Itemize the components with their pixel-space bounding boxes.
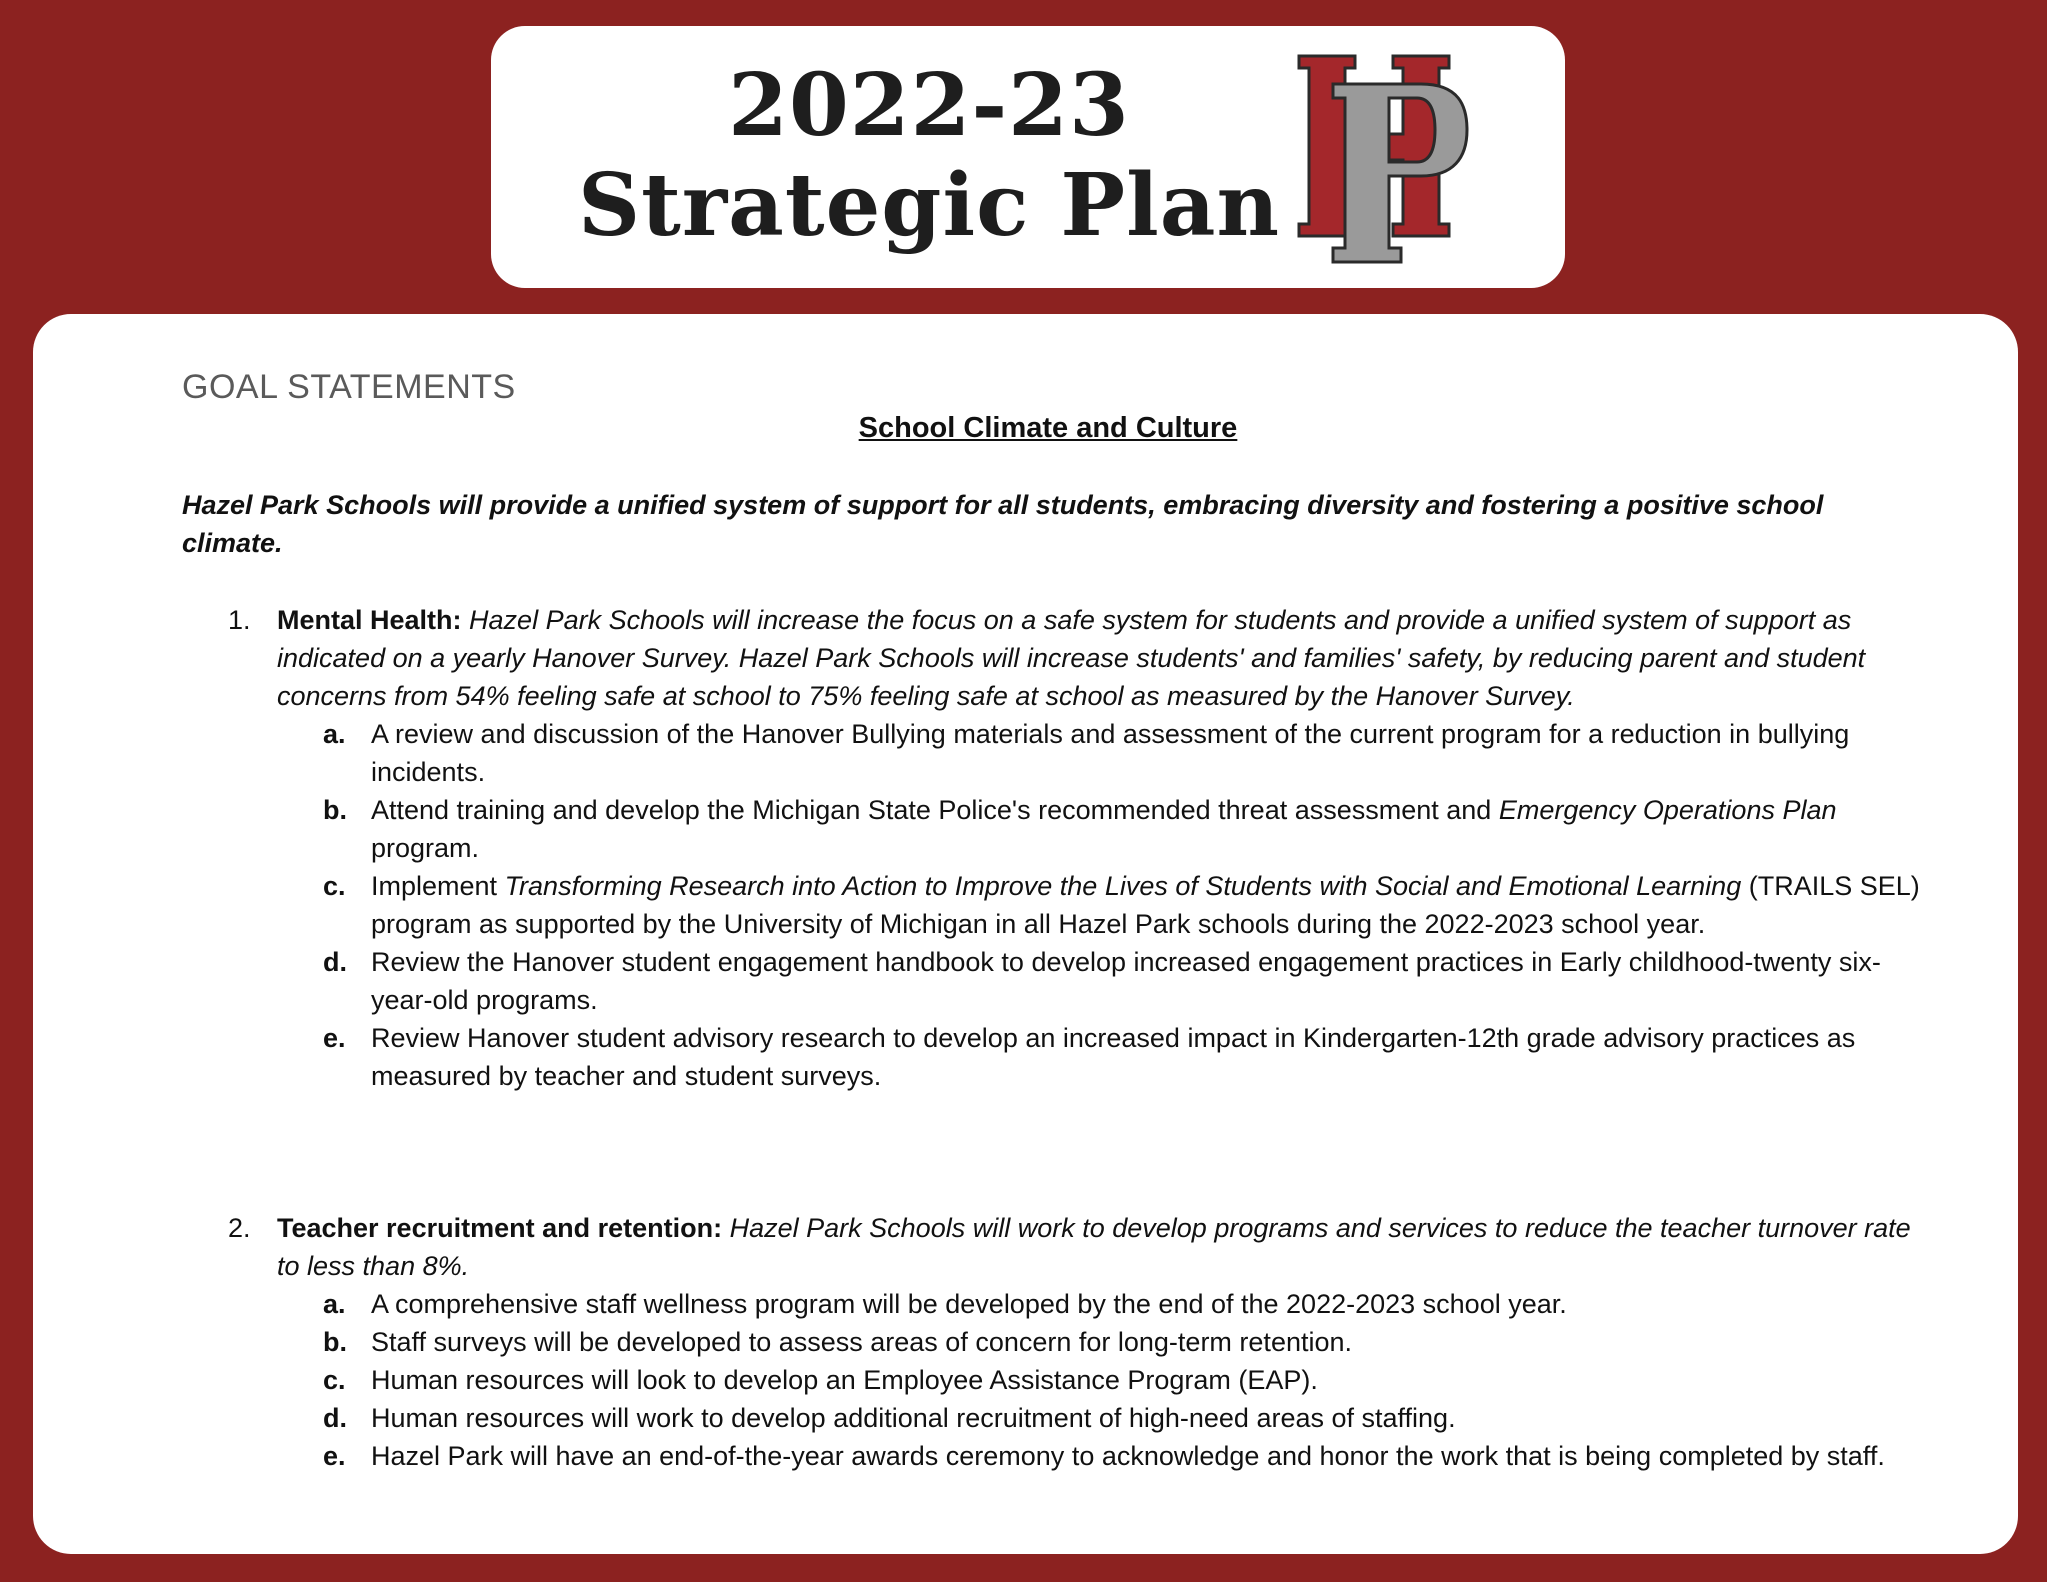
goal-label: Teacher recruitment and retention:: [277, 1213, 723, 1243]
list-item: b. Staff surveys will be developed to assess areas of concern for long-term retention.: [323, 1327, 1353, 1357]
hp-monogram-logo-icon: [1293, 48, 1473, 270]
list-item: c. Implement Transforming Research into Action to Improve the Lives of Students with Social and Emotional Learning (TRAILS SEL) program as supported by the University of Michigan in all Hazel Park schools during the 2022-2023 school year.: [323, 871, 1920, 939]
title-strategic-plan: Strategic Plan: [578, 155, 1280, 256]
intro-statement: Hazel Park Schools will provide a unified system of support for all students, embracing diversity and fostering a positive school climate.: [182, 490, 1824, 558]
list-item: c. Human resources will look to develop an Employee Assistance Program (EAP).: [323, 1365, 1318, 1395]
goal-statements-heading: GOAL STATEMENTS: [182, 368, 516, 406]
list-item: d. Human resources will work to develop additional recruitment of high-need areas of staffing.: [323, 1403, 1456, 1433]
title-card: [491, 26, 1565, 288]
goal-document: [33, 314, 2018, 1554]
list-item: e. Hazel Park will have an end-of-the-year awards ceremony to acknowledge and honor the work that is being completed by staff.: [323, 1441, 1885, 1471]
goal-number: 2.: [228, 1213, 251, 1243]
goal-mental-health: [228, 601, 1928, 1095]
list-item: e. Review Hanover student advisory research to develop an increased impact in Kindergarten-12th grade advisory practices as measured by teacher and student surveys.: [323, 1023, 1856, 1091]
list-item: d. Review the Hanover student engagement handbook to develop increased engagement practices in Early childhood-twenty six-year-old programs.: [323, 947, 1881, 1015]
goal-teacher-recruitment: [228, 1209, 1928, 1475]
section-heading: School Climate and Culture: [858, 412, 1238, 444]
title-year: 2022-23: [728, 55, 1130, 156]
page-title: [569, 56, 1289, 256]
goal-description: Hazel Park Schools will work to develop programs and services to reduce the teacher turnover rate to less than 8%.: [277, 1213, 1911, 1281]
goal-description: Hazel Park Schools will increase the focus on a safe system for students and provide a unified system of support as indicated on a yearly Hanover Survey. Hazel Park Schools will increase students' and families' safety, by reducing parent and student concerns from 54% feeling safe at school to 75% feeling safe at school as measured by the Hanover Survey.: [277, 605, 1866, 711]
goal-label: Mental Health:: [277, 605, 462, 635]
list-item: a. A review and discussion of the Hanover Bullying materials and assessment of the current program for a reduction in bullying incidents.: [323, 719, 1850, 787]
goal-number: 1.: [228, 605, 251, 635]
list-item: b. Attend training and develop the Michigan State Police's recommended threat assessment and Emergency Operations Plan program.: [323, 795, 1837, 863]
list-item: a. A comprehensive staff wellness program will be developed by the end of the 2022-2023 school year.: [323, 1289, 1567, 1319]
